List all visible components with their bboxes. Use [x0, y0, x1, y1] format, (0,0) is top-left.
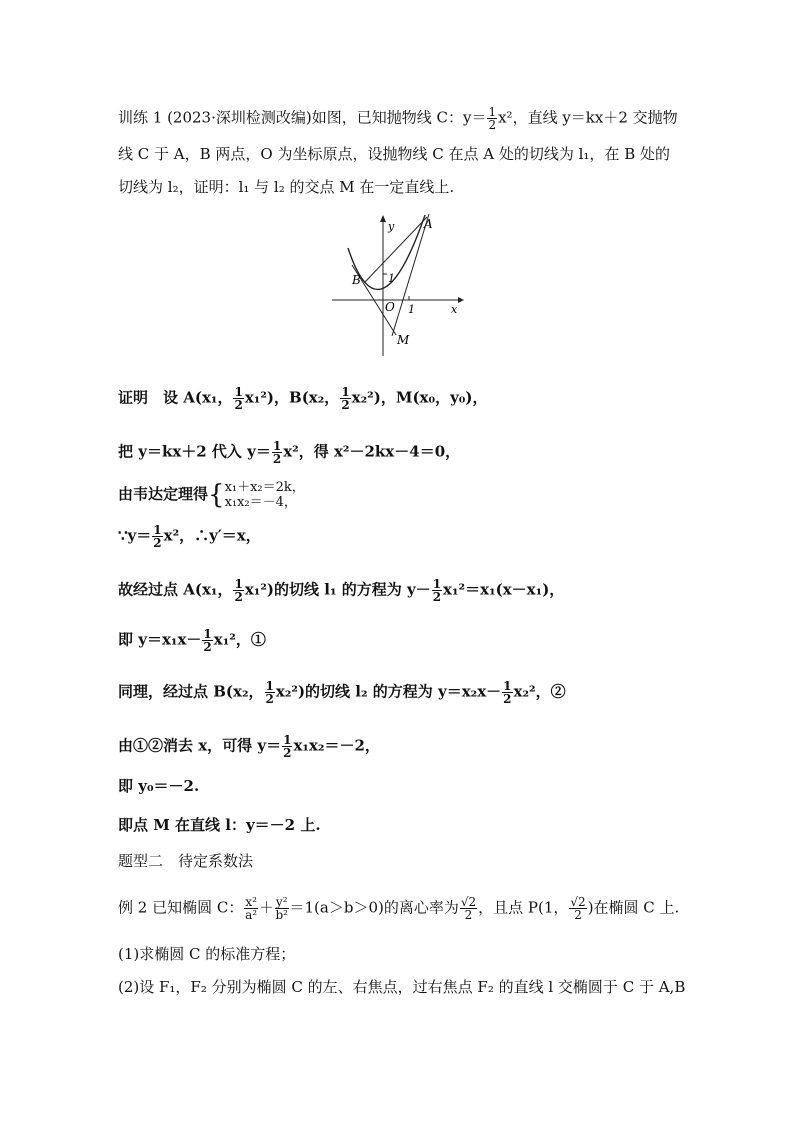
fraction: [233, 386, 243, 411]
numerator: 1: [153, 523, 162, 537]
numerator: y²: [275, 895, 288, 909]
question-2: (2)设 F₁，F₂ 分别为椭圆 C 的左、右焦点，过右焦点 F₂ 的直线 l 交椭圆于 C 于 A,B: [118, 978, 686, 996]
proof-line-9: 即 y₀＝－2.: [118, 777, 200, 795]
proof-text: 即 y＝x₁x－: [118, 630, 202, 649]
denominator: 2: [464, 908, 473, 922]
proof-text: 证明 设 A(x₁，: [118, 388, 233, 407]
denominator: 2: [203, 640, 212, 654]
fraction: [233, 578, 243, 603]
fraction: [460, 896, 477, 921]
problem-text: x²，直线 y＝kx＋2 交抛物: [498, 108, 678, 127]
denominator: 2: [234, 398, 243, 412]
chord-AB: [365, 217, 427, 282]
proof-text: 故经过点 A(x₁，: [118, 580, 233, 599]
y-tick-label: 1: [388, 272, 395, 285]
proof-text: x₁²，①: [213, 630, 266, 649]
proof-text: 由①②消去 x，可得 y＝: [118, 736, 282, 755]
proof-text: x₁²＝x₁(x－x₁)，: [443, 580, 565, 599]
denominator: 2: [153, 536, 162, 550]
denominator: b²: [275, 908, 288, 922]
proof-line-3: [118, 480, 305, 510]
proof-text: x²，得 x²－2kx－4＝0，: [283, 442, 461, 461]
example-text: ，且点 P(1，: [478, 898, 569, 917]
numerator: 1: [503, 679, 512, 693]
fraction: [265, 680, 275, 705]
proof-line-4: [118, 524, 261, 549]
proof-text: x₂²)的切线 l₂ 的方程为 y＝x₂x－: [275, 682, 502, 701]
numerator: √2: [460, 895, 477, 909]
fraction: [272, 440, 282, 465]
denominator: a²: [245, 908, 258, 922]
section-title: 题型二 待定系数法: [118, 852, 254, 870]
problem-line-2: 线 C 于 A，B 两点，O 为坐标原点，设抛物线 C 在点 A 处的切线为 l₁，在 B 处的: [118, 145, 670, 163]
denominator: 2: [234, 590, 243, 604]
proof-line-7: [118, 680, 566, 705]
fraction: [244, 896, 258, 921]
plus-sign: ＋: [258, 898, 274, 917]
left-brace: {: [208, 480, 225, 510]
fraction: [282, 734, 292, 759]
numerator: 1: [265, 679, 274, 693]
x-axis-label: x: [451, 303, 458, 316]
parabola-figure: [330, 210, 470, 358]
point-M-label: M: [397, 333, 410, 347]
proof-text: ∵y＝: [118, 526, 152, 545]
numerator: √2: [570, 895, 586, 909]
equation-2: x₁x₂＝－4，: [224, 495, 297, 510]
proof-line-2: [118, 440, 460, 465]
proof-line-5: [118, 578, 564, 603]
proof-text: x²，∴y′＝x，: [163, 526, 261, 545]
fraction: [202, 628, 212, 653]
denominator: 2: [503, 692, 512, 706]
numerator: 1: [283, 733, 292, 747]
proof-line-10: 即点 M 在直线 l：y＝－2 上.: [118, 816, 321, 834]
system-of-equations: [225, 480, 305, 510]
numerator: 1: [234, 577, 243, 591]
proof-text: 由韦达定理得: [118, 485, 209, 503]
example-text: 例 2 已知椭圆 C：: [118, 898, 244, 917]
fraction: [502, 680, 512, 705]
example-text: ＝1(a＞b＞0)的离心率为: [289, 898, 459, 917]
numerator: x²: [245, 895, 257, 909]
numerator: 1: [341, 385, 350, 399]
proof-text: x₂²)，M(x₀，y₀)，: [351, 388, 488, 407]
origin-label: O: [385, 300, 395, 314]
fraction: [432, 578, 442, 603]
x-tick-label: 1: [408, 303, 415, 316]
proof-line-1: [118, 386, 487, 411]
proof-text: x₁²)，B(x₂，: [244, 388, 340, 407]
problem-line-1: [118, 106, 678, 131]
fraction: [569, 896, 586, 921]
question-1: (1)求椭圆 C 的标准方程；: [118, 945, 296, 963]
point-A-label: A: [424, 217, 433, 231]
point-B-label: B: [352, 273, 361, 287]
proof-line-6: [118, 628, 266, 653]
numerator: 1: [234, 385, 243, 399]
example-text: )在椭圆 C 上.: [587, 898, 680, 917]
proof-text: x₂²，②: [513, 682, 566, 701]
x-axis-arrow: [458, 297, 464, 303]
denominator: 2: [432, 590, 442, 604]
denominator: 2: [283, 746, 292, 760]
fraction: [340, 386, 350, 411]
proof-text: 把 y＝kx＋2 代入 y＝: [118, 442, 271, 461]
y-axis-label: y: [388, 220, 395, 233]
numerator: 1: [488, 105, 497, 119]
proof-line-8: [118, 734, 380, 759]
y-axis-arrow: [380, 215, 386, 222]
denominator: 2: [265, 692, 274, 706]
denominator: 2: [272, 452, 282, 466]
fraction: [275, 896, 289, 921]
numerator: 1: [432, 577, 442, 591]
denominator: 2: [574, 908, 582, 922]
denominator: 2: [341, 398, 350, 412]
fraction: [487, 106, 497, 131]
proof-text: x₁x₂＝－2，: [293, 736, 380, 755]
proof-text: x₁²)的切线 l₁ 的方程为 y－: [244, 580, 431, 599]
numerator: 1: [272, 439, 282, 453]
numerator: 1: [203, 627, 212, 641]
denominator: 2: [488, 118, 497, 132]
problem-text: 训练 1 (2023·深圳检测改编)如图，已知抛物线 C：y＝: [118, 108, 487, 127]
proof-text: 同理，经过点 B(x₂，: [118, 682, 264, 701]
problem-line-3: 切线为 l₂，证明：l₁ 与 l₂ 的交点 M 在一定直线上.: [118, 178, 455, 196]
fraction: [152, 524, 162, 549]
example-line-1: [118, 896, 679, 921]
equation-1: x₁＋x₂＝2k，: [224, 480, 305, 495]
